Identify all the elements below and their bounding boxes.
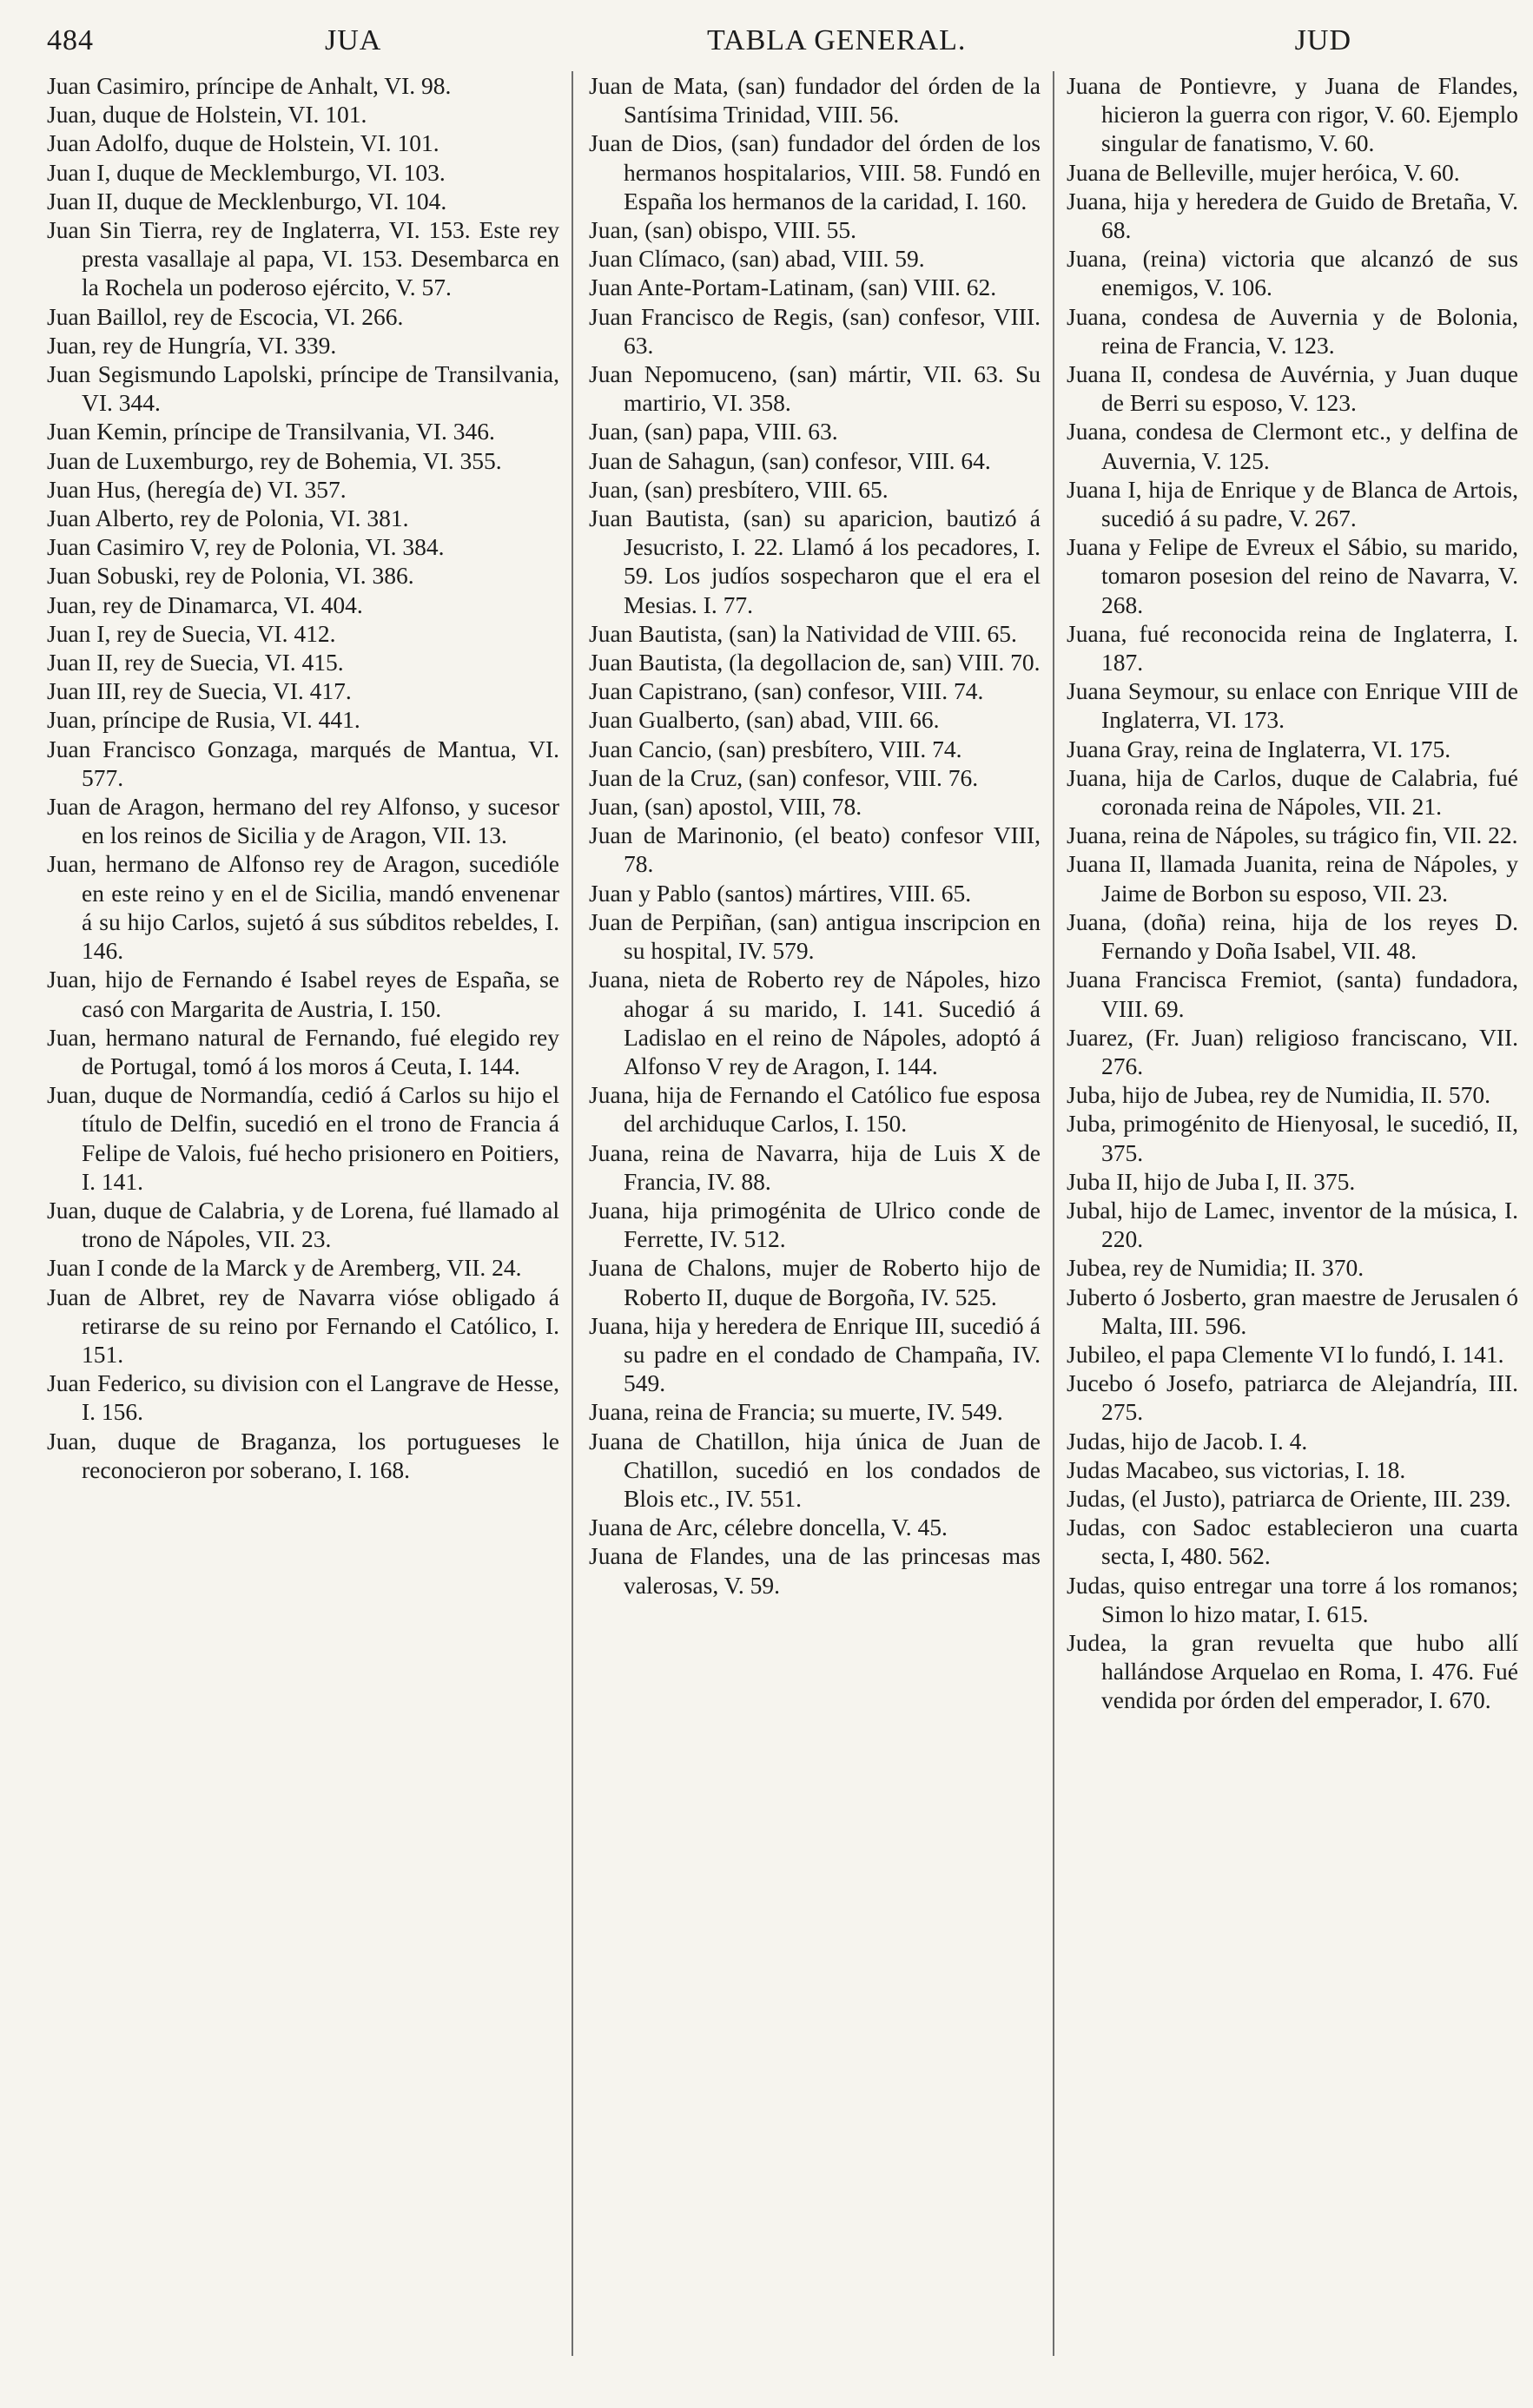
index-entry: Juan II, duque de Mecklenburgo, VI. 104. [47, 187, 447, 214]
index-entry: Juan, (san) presbítero, VIII. 65. [589, 475, 889, 503]
index-entry: Juan Bautista, (san) la Natividad de VIII. 65. [589, 619, 1017, 647]
index-entry: Juba, hijo de Jubea, rey de Numidia, II. 570. [1067, 1081, 1491, 1109]
index-entry: Juan de Marinonio, (el beato) confesor VIII, 78. [589, 821, 1041, 878]
index-entry: Juan, duque de Normandía, cedió á Carlos su hijo el título de Delfin, sucedió en el trono de Francia á Felipe de Valois, fué hecho prisionero en Poitiers, I. 141. [47, 1081, 559, 1195]
index-entry: Juana y Felipe de Evreux el Sábio, su marido, tomaron posesion del reino de Navarra, V. 268. [1067, 533, 1518, 618]
index-entry: Juberto ó Josberto, gran maestre de Jerusalen ó Malta, III. 596. [1067, 1283, 1518, 1339]
index-entry: Juan, (san) obispo, VIII. 55. [589, 216, 857, 244]
index-entry: Juana, (doña) reina, hija de los reyes D. Fernando y Doña Isabel, VII. 48. [1067, 907, 1518, 965]
index-entry: Juan Sobuski, rey de Polonia, VI. 386. [47, 562, 414, 590]
index-entry: Judea, la gran revuelta que hubo allí hallándose Arquelao en Roma, I. 476. Fué vendida por órden del emperador, I. 670. [1067, 1628, 1518, 1714]
index-entry: Juan Segismundo Lapolski, príncipe de Transilvania, VI. 344. [47, 360, 559, 417]
index-entry: Juan, hijo de Fernando é Isabel reyes de España, se casó con Margarita de Austria, I. 150. [47, 966, 559, 1022]
index-entry: Juana, reina de Navarra, hija de Luis X de Francia, IV. 88. [589, 1138, 1041, 1195]
index-entry: Jucebo ó Josefo, patriarca de Alejandría, III. 275. [1067, 1369, 1518, 1426]
index-entry: Juana, hija y heredera de Enrique III, sucedió á su padre en el condado de Champaña, IV. 549. [589, 1311, 1041, 1397]
index-entry: Juarez, (Fr. Juan) religioso franciscano, VII. 276. [1067, 1023, 1518, 1079]
index-entry: Juan, hermano natural de Fernando, fué elegido rey de Portugal, tomó á los moros á Ceuta, I. 144. [47, 1023, 559, 1079]
column-divider [572, 71, 573, 2356]
index-entry: Juan Ante-Portam-Latinam, (san) VIII. 62. [589, 274, 997, 301]
index-entry: Juba II, hijo de Juba I, II. 375. [1067, 1167, 1356, 1195]
index-entry: Juana de Arc, célebre doncella, V. 45. [589, 1514, 948, 1541]
index-entry: Juan, (san) apostol, VIII, 78. [589, 793, 862, 821]
index-entry: Juan Nepomuceno, (san) mártir, VII. 63. Su martirio, VI. 358. [589, 360, 1041, 417]
index-entry: Juana de Belleville, mujer heróica, V. 60. [1067, 158, 1460, 186]
index-entry: Judas Macabeo, sus victorias, I. 18. [1067, 1455, 1406, 1483]
index-entry: Judas, quiso entregar una torre á los romanos; Simon lo hizo matar, I. 615. [1067, 1571, 1518, 1627]
index-entry: Juan Casimiro V, rey de Polonia, VI. 384. [47, 533, 445, 561]
column-divider [1053, 71, 1054, 2356]
index-entry: Juan, rey de Dinamarca, VI. 404. [47, 590, 363, 618]
index-entry: Juan Francisco Gonzaga, marqués de Mantua, VI. 577. [47, 735, 559, 791]
index-entry: Judas, hijo de Jacob. I. 4. [1067, 1427, 1308, 1455]
index-entry: Juan, rey de Hungría, VI. 339. [47, 331, 337, 359]
index-column-middle [589, 71, 1041, 2373]
index-entry: Juan, duque de Braganza, los portugueses le reconocieron por soberano, I. 168. [47, 1427, 559, 1483]
right-running-head: JUD [1294, 24, 1351, 56]
index-entry: Juan Bautista, (san) su aparicion, bautizó á Jesucristo, I. 22. Llamó á los pecadores, I. 59. Los judíos sospecharon que el era el Mesias. I. 77. [589, 505, 1041, 618]
index-entry: Juana I, hija de Enrique y de Blanca de Artois, sucedió á su padre, V. 267. [1067, 475, 1518, 532]
index-entry: Juan de Sahagun, (san) confesor, VIII. 64. [589, 446, 991, 474]
index-entry: Juan III, rey de Suecia, VI. 417. [47, 677, 352, 705]
index-entry: Juan, duque de Calabria, y de Lorena, fué llamado al trono de Nápoles, VII. 23. [47, 1196, 559, 1253]
index-entry: Juan de Dios, (san) fundador del órden de los hermanos hospitalarios, VIII. 58. Fundó en España los hermanos de la caridad, I. 160. [589, 129, 1041, 214]
index-entry: Juan I, rey de Suecia, VI. 412. [47, 619, 336, 647]
index-entry: Juan, príncipe de Rusia, VI. 441. [47, 706, 360, 734]
index-entry: Juan de Perpiñan, (san) antigua inscripcion en su hospital, IV. 579. [589, 907, 1041, 965]
index-entry: Jubal, hijo de Lamec, inventor de la música, I. 220. [1067, 1196, 1518, 1253]
index-column-left [47, 71, 559, 2373]
index-entry: Juan Bautista, (la degollacion de, san) VIII. 70. [589, 649, 1041, 676]
index-entry: Judas, con Sadoc establecieron una cuarta secta, I, 480. 562. [1067, 1514, 1518, 1570]
page-header [47, 24, 1486, 69]
index-entry: Juana, hija y heredera de Guido de Bretaña, V. 68. [1067, 187, 1518, 244]
index-entry: Juan, hermano de Alfonso rey de Aragon, sucedióle en este reino y en el de Sicilia, mandó envenenar á su hijo Carlos, sujetó á sus súbditos rebeldes, I. 146. [47, 850, 559, 965]
index-entry: Juana II, llamada Juanita, reina de Nápoles, y Jaime de Borbon su esposo, VII. 23. [1067, 850, 1518, 907]
index-entry: Juan de la Cruz, (san) confesor, VIII. 76. [589, 763, 979, 791]
index-entry: Judas, (el Justo), patriarca de Oriente, III. 239. [1067, 1484, 1511, 1512]
index-entry: Juan I, duque de Mecklemburgo, VI. 103. [47, 158, 446, 186]
index-entry: Juana, hija de Carlos, duque de Calabria, fué coronada reina de Nápoles, VII. 21. [1067, 763, 1518, 821]
index-entry: Juana de Flandes, una de las princesas mas valerosas, V. 59. [589, 1542, 1041, 1599]
index-entry: Juana de Pontievre, y Juana de Flandes, hicieron la guerra con rigor, V. 60. Ejemplo singular de fanatismo, V. 60. [1067, 72, 1518, 157]
index-entry: Juan, (san) papa, VIII. 63. [589, 418, 838, 445]
index-entry: Juana Seymour, su enlace con Enrique VIII de Inglaterra, VI. 173. [1067, 677, 1518, 734]
index-entry: Juan Francisco de Regis, (san) confesor, VIII. 63. [589, 302, 1041, 359]
page-number: 484 [47, 24, 94, 56]
index-entry: Juan Kemin, príncipe de Transilvania, VI. 346. [47, 418, 495, 445]
index-entry: Jubileo, el papa Clemente VI lo fundó, I. 141. [1067, 1340, 1504, 1368]
index-entry: Juana, hija de Fernando el Católico fue esposa del archiduque Carlos, I. 150. [589, 1081, 1041, 1138]
index-entry: Juan Casimiro, príncipe de Anhalt, VI. 98. [47, 72, 452, 99]
index-entry: Juan I conde de la Marck y de Aremberg, VII. 24. [47, 1254, 522, 1282]
index-entry: Juan de Luxemburgo, rey de Bohemia, VI. 355. [47, 446, 502, 474]
index-entry: Juan Baillol, rey de Escocia, VI. 266. [47, 302, 404, 330]
index-entry: Juana, condesa de Clermont etc., y delfina de Auvernia, V. 125. [1067, 418, 1518, 474]
index-entry: Juan Clímaco, (san) abad, VIII. 59. [589, 245, 925, 273]
index-entry: Juana II, condesa de Auvérnia, y Juan duque de Berri su esposo, V. 123. [1067, 360, 1518, 417]
index-entry: Juan de Aragon, hermano del rey Alfonso, y sucesor en los reinos de Sicilia y de Aragon, VII. 13. [47, 793, 559, 849]
index-entry: Juan y Pablo (santos) mártires, VIII. 65. [589, 879, 972, 907]
index-entry: Juana de Chalons, mujer de Roberto hijo de Roberto II, duque de Borgoña, IV. 525. [589, 1254, 1041, 1310]
index-entry: Juana de Chatillon, hija única de Juan de Chatillon, sucedió en los condados de Blois etc., IV. 551. [589, 1427, 1041, 1512]
index-entry: Juan, duque de Holstein, VI. 101. [47, 101, 367, 129]
index-entry: Juana, (reina) victoria que alcanzó de sus enemigos, V. 106. [1067, 245, 1518, 301]
index-entry: Juana, nieta de Roberto rey de Nápoles, hizo ahogar á su marido, I. 141. Sucedió á Ladislao en el reino de Nápoles, adoptó á Alfonso V rey de Aragon, I. 144. [589, 966, 1041, 1079]
index-entry: Juana, fué reconocida reina de Inglaterra, I. 187. [1067, 619, 1518, 676]
index-entry: Juana, reina de Nápoles, su trágico fin, VII. 22. [1067, 821, 1518, 849]
index-entry: Juan Capistrano, (san) confesor, VIII. 74. [589, 677, 984, 705]
index-entry: Juan Alberto, rey de Polonia, VI. 381. [47, 505, 409, 532]
index-entry: Jubea, rey de Numidia; II. 370. [1067, 1254, 1365, 1282]
index-entry: Juana Gray, reina de Inglaterra, VI. 175. [1067, 735, 1451, 762]
index-entry: Juana, hija primogénita de Ulrico conde de Ferrette, IV. 512. [589, 1196, 1041, 1253]
index-entry: Juan II, rey de Suecia, VI. 415. [47, 649, 344, 676]
index-entry: Juba, primogénito de Hienyosal, le sucedió, II, 375. [1067, 1110, 1518, 1166]
index-entry: Juan Cancio, (san) presbítero, VIII. 74. [589, 735, 962, 762]
index-entry: Juana Francisca Fremiot, (santa) fundadora, VIII. 69. [1067, 966, 1518, 1022]
page-title: TABLA GENERAL. [707, 24, 967, 56]
index-entry: Juan Gualberto, (san) abad, VIII. 66. [589, 706, 940, 734]
index-entry: Juan Sin Tierra, rey de Inglaterra, VI. 153. Este rey presta vasallaje al papa, VI. 153. Desembarca en la Rochela un poderoso ejército, V. 57. [47, 216, 559, 301]
index-entry: Juan de Mata, (san) fundador del órden de la Santísima Trinidad, VIII. 56. [589, 72, 1041, 129]
index-entry: Juan Hus, (heregía de) VI. 357. [47, 475, 347, 503]
index-entry: Juan Federico, su division con el Langrave de Hesse, I. 156. [47, 1369, 559, 1426]
index-entry: Juana, condesa de Auvernia y de Bolonia, reina de Francia, V. 123. [1067, 302, 1518, 359]
index-column-right [1067, 71, 1518, 2373]
left-running-head: JUA [325, 24, 382, 56]
index-entry: Juan de Albret, rey de Navarra vióse obligado á retirarse de su reino por Fernando el Católico, I. 151. [47, 1283, 559, 1368]
index-entry: Juan Adolfo, duque de Holstein, VI. 101. [47, 129, 439, 157]
index-entry: Juana, reina de Francia; su muerte, IV. 549. [589, 1398, 1003, 1426]
